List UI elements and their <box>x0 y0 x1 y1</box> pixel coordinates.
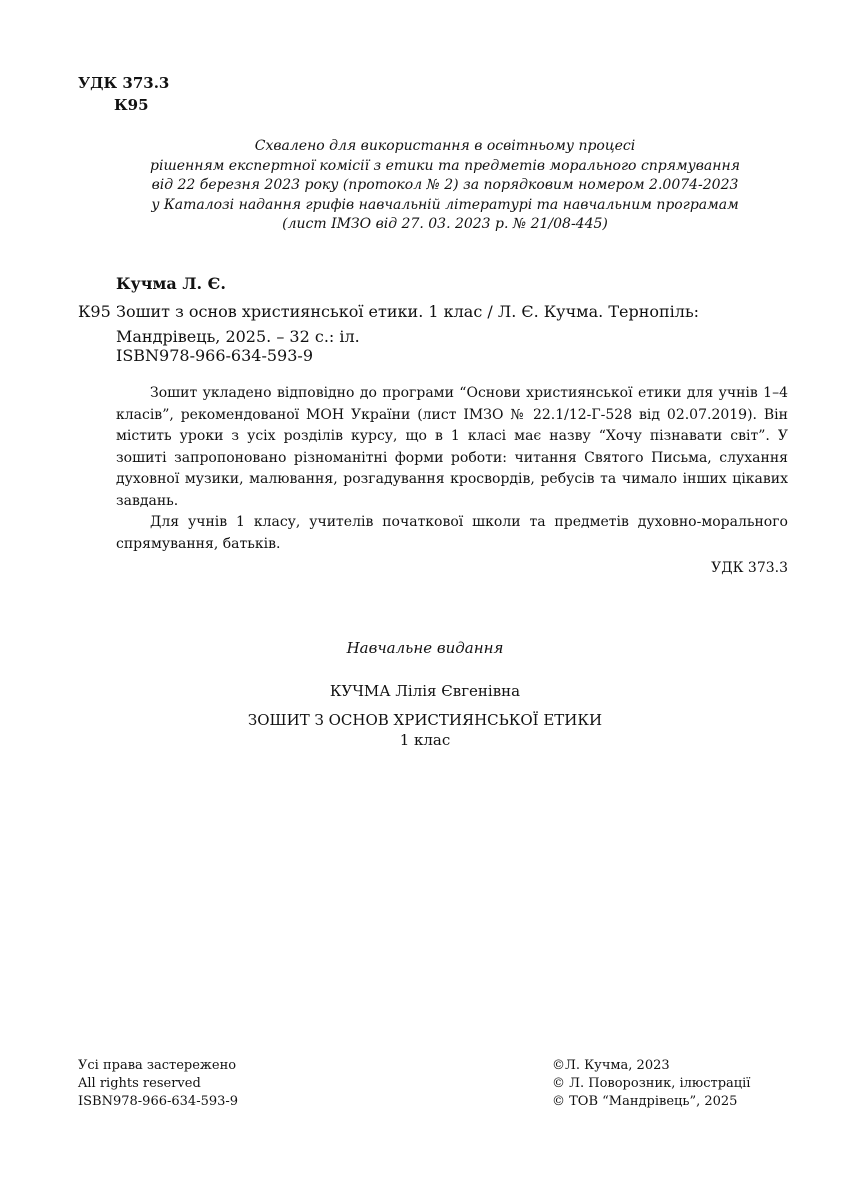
book-title: ЗОШИТ З ОСНОВ ХРИСТИЯНСЬКОЇ ЕТИКИ <box>247 711 603 729</box>
bib-description-line2: Мандрівець, 2025. – 32 с.: іл. <box>116 327 360 346</box>
udk-block <box>78 72 169 116</box>
footer-rights <box>78 1057 238 1111</box>
udk-code: УДК 373.3 <box>78 74 170 92</box>
footer-copyright <box>552 1057 750 1111</box>
copyright-line: ©Л. Кучма, 2023 <box>552 1058 670 1073</box>
annotation-paragraph: Зошит укладено відповідно до програми “Основи християнської етики для учнів 1–4 класів”, рекомендованої МОН України (лист ІМЗО № 22.1/12-Г-528 від 02.07.2019). Він містить уроки з усіх розділів курсу, що в 1 класі має назву “Хочу пізнавати світ”. У зошиті запропоновано різноманітні форми роботи: читання Святого Письма, слухання духовної музики, малювання, розгадування кросвордів, ребусів та чимало інших цікавих завдань. <box>116 385 788 509</box>
grade: 1 клас <box>399 731 451 749</box>
approval-notice <box>80 137 810 235</box>
approval-line: у Каталозі надання грифів навчальній літературі та навчальним програмам <box>151 196 739 213</box>
approval-line: (лист ІМЗО від 27. 03. 2023 р. № 21/08-445) <box>282 216 608 232</box>
bib-description-line1: Зошит з основ християнської етики. 1 клас / Л. Є. Кучма. Тернопіль: <box>116 302 700 321</box>
footer-line: ISBN978-966-634-593-9 <box>78 1094 239 1109</box>
approval-line: Схвалено для використання в освітньому процесі <box>254 138 636 154</box>
annotation <box>116 383 788 555</box>
approval-line: від 22 березня 2023 року (протокол № 2) за порядковим номером 2.0074-2023 <box>151 177 739 193</box>
author-full-name: КУЧМА Лілія Євгенівна <box>329 682 521 700</box>
bib-code: К95 <box>78 302 111 321</box>
bibliographic-record <box>78 299 798 349</box>
isbn: ISBN978-966-634-593-9 <box>116 346 313 365</box>
approval-line: рішенням експертної комісії з етики та предметів морального спрямування <box>150 157 740 174</box>
copyright-line: © ТОВ “Мандрівець”, 2025 <box>552 1094 738 1109</box>
title-block <box>0 710 850 750</box>
annotation-paragraph: Для учнів 1 класу, учителів початкової школи та предметів духовно-морального спрямування, батьків. <box>116 514 788 552</box>
udk-code-right: УДК 373.3 <box>711 560 788 576</box>
copyright-line: © Л. Поворозник, ілюстрації <box>552 1076 751 1091</box>
footer-line: All rights reserved <box>78 1076 201 1091</box>
index-code: К95 <box>114 96 149 114</box>
edition-type: Навчальне видання <box>346 639 504 657</box>
author-heading: Кучма Л. Є. <box>116 274 226 293</box>
footer-line: Усі права застережено <box>78 1058 237 1073</box>
